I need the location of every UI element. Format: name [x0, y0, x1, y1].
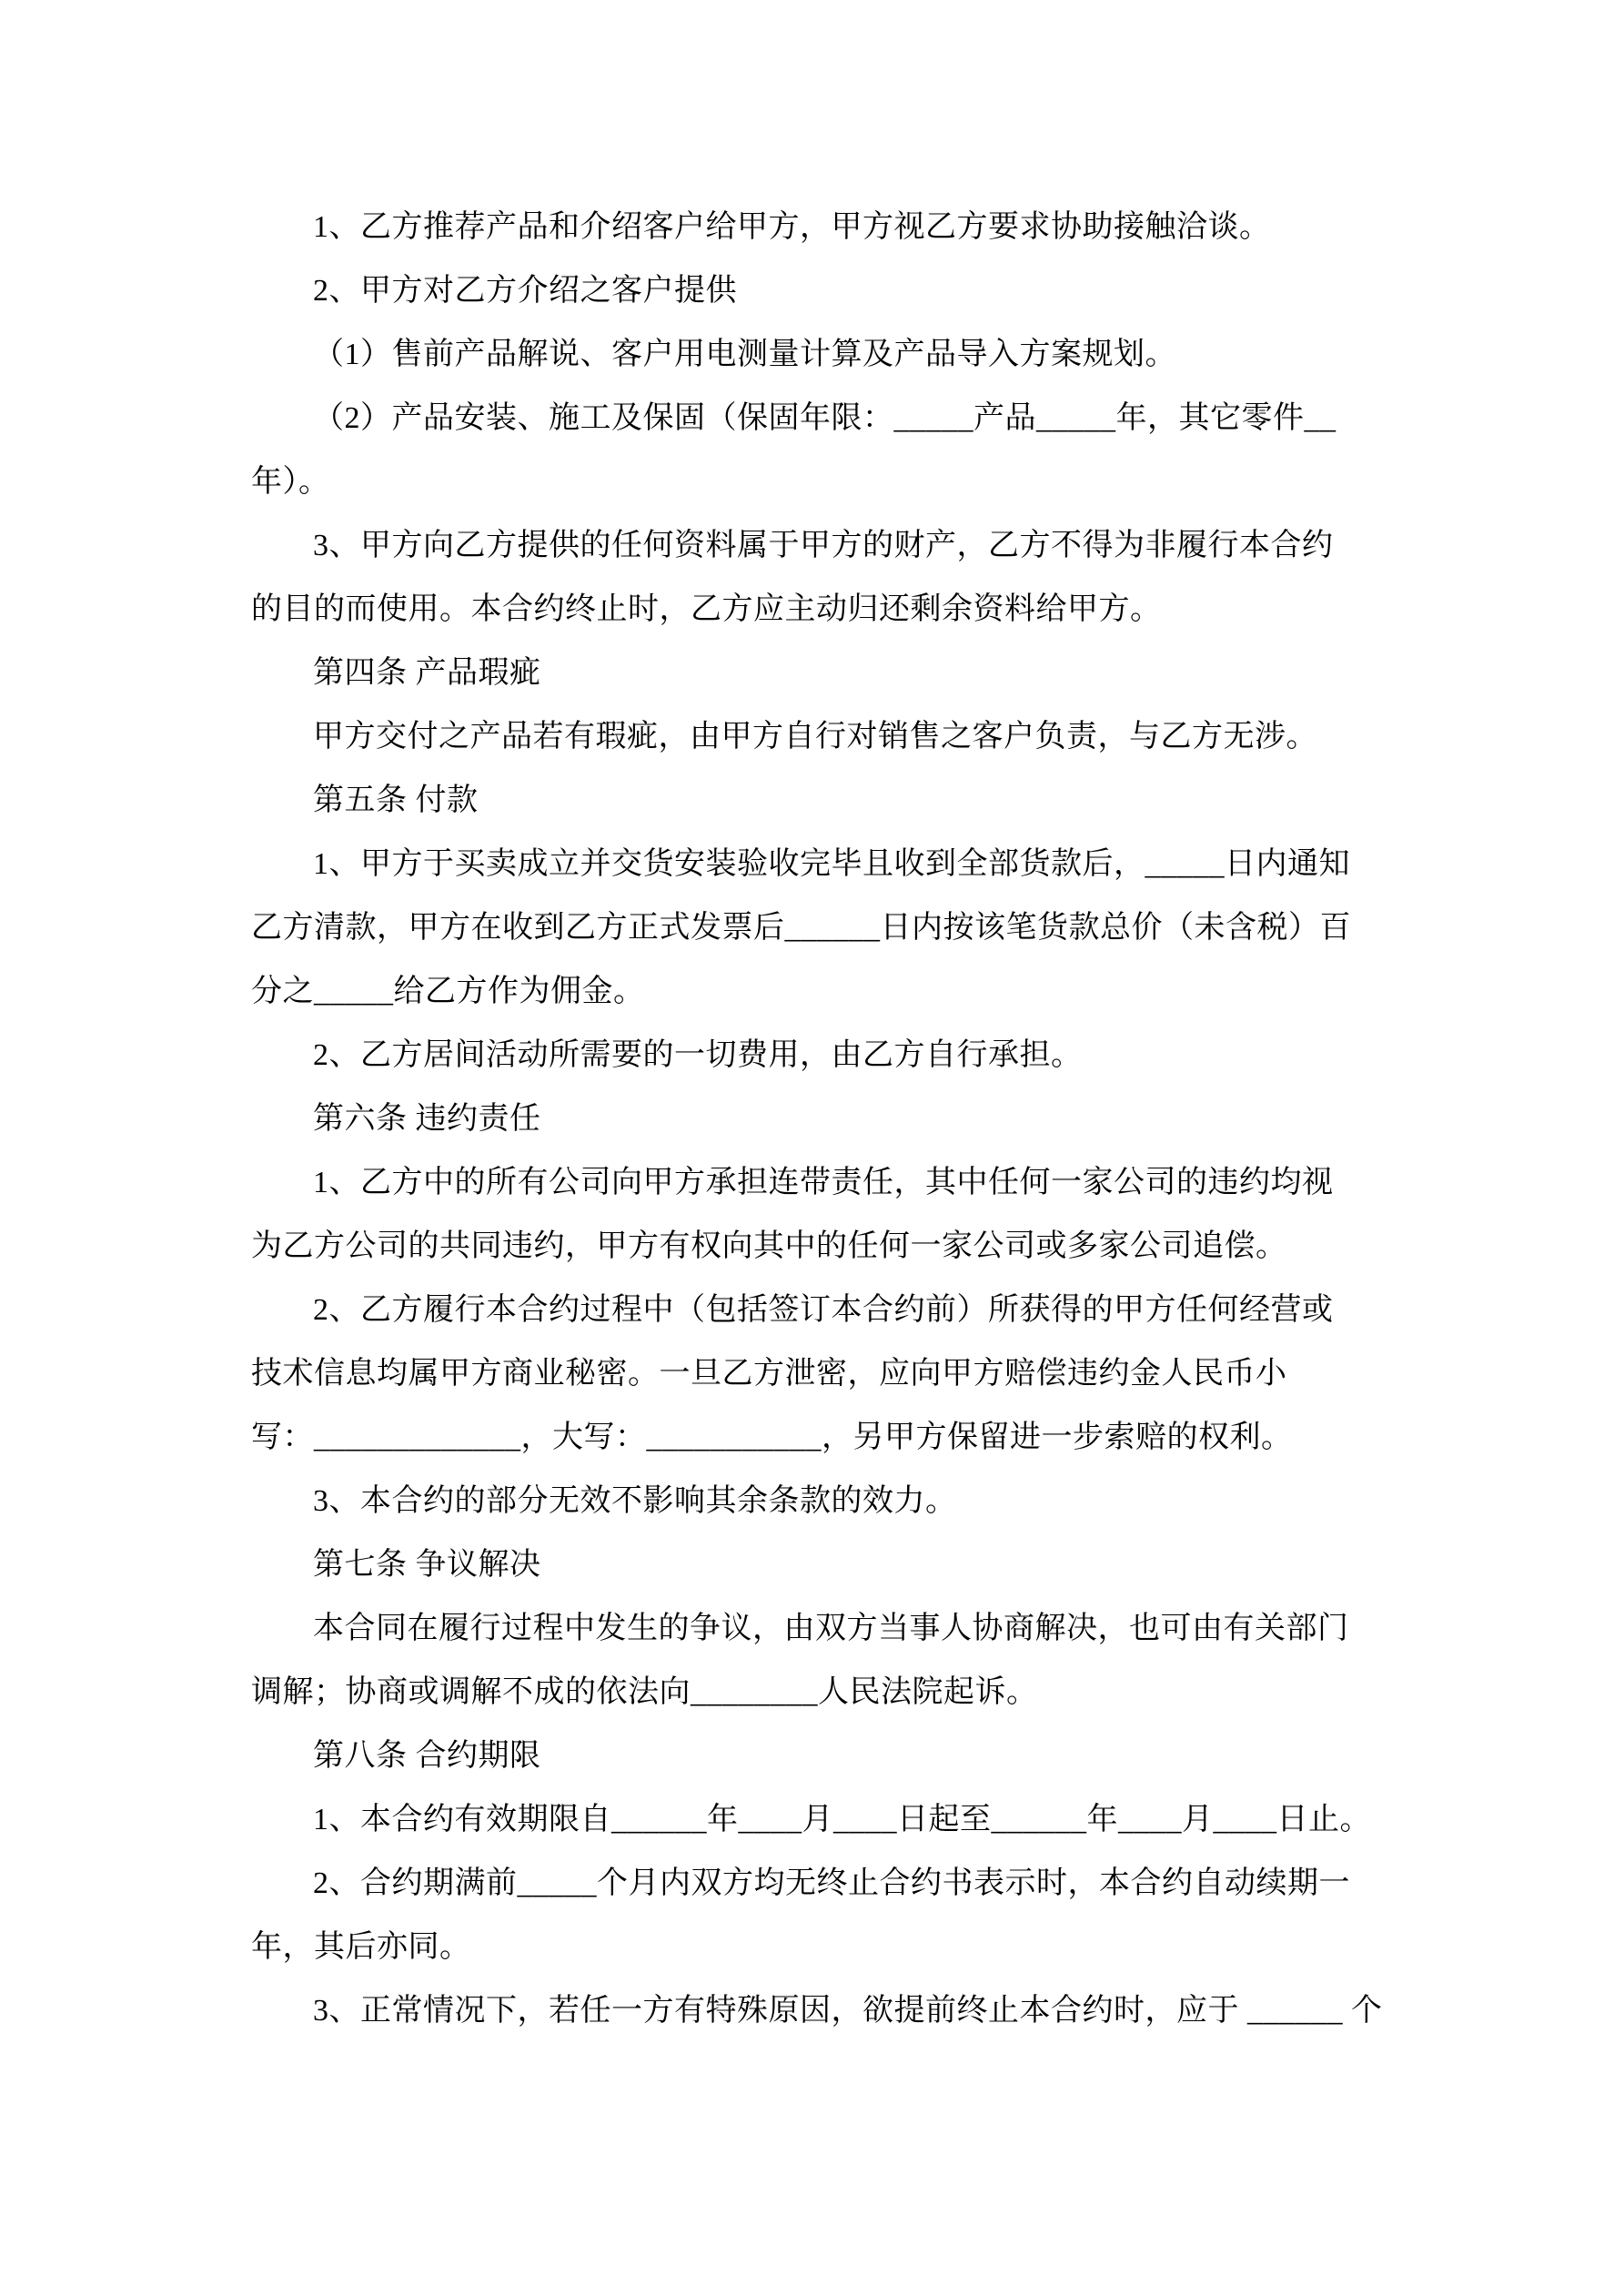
clause-line-wrap: 年）。 — [251, 465, 330, 499]
section-heading-line: 第五条 付款 — [313, 784, 479, 817]
clause-line-wrap: 的目的而使用。本合约终止时，乙方应主动归还剩余资料给甲方。 — [251, 592, 1162, 626]
clause-line: 1、本合约有效期限自______年____月____日起至______年____月____日止。 — [313, 1803, 1371, 1836]
clause-line-wrap: 乙方清款，甲方在收到乙方正式发票后______日内按该笔货款总价（未含税）百 — [251, 911, 1351, 945]
clause-line: 1、乙方推荐产品和介绍客户给甲方，甲方视乙方要求协助接触洽谈。 — [313, 210, 1271, 244]
clause-line: 1、甲方于买卖成立并交货安装验收完毕且收到全部货款后，_____日内通知 — [313, 847, 1350, 881]
section-heading-line: 第六条 违约责任 — [313, 1102, 541, 1136]
clause-line: 2、甲方对乙方介绍之客户提供 — [313, 274, 737, 308]
clause-line: 本合同在履行过程中发生的争议，由双方当事人协商解决，也可由有关部门 — [313, 1612, 1349, 1645]
clause-line: 2、乙方履行本合约过程中（包括签订本合约前）所获得的甲方任何经营或 — [313, 1293, 1334, 1327]
clause-line-wrap: 技术信息均属甲方商业秘密。一旦乙方泄密，应向甲方赔偿违约金人民币小 — [251, 1357, 1287, 1391]
clause-line-wrap: 调解；协商或调解不成的依法向________人民法院起诉。 — [251, 1675, 1038, 1709]
clause-line: 1、乙方中的所有公司向甲方承担连带责任，其中任何一家公司的违约均视 — [313, 1166, 1334, 1199]
clause-line-wrap: 写：_____________，大写：___________，另甲方保留进一步索赔的权利。 — [251, 1421, 1293, 1454]
clause-line: （1）售前产品解说、客户用电测量计算及产品导入方案规划。 — [313, 338, 1176, 371]
clause-line: 3、甲方向乙方提供的任何资料属于甲方的财产，乙方不得为非履行本合约 — [313, 529, 1334, 562]
section-heading-line: 第四条 产品瑕疵 — [313, 656, 541, 690]
section-heading-line: 第八条 合约期限 — [313, 1739, 541, 1773]
clause-line: 3、正常情况下，若任一方有特殊原因，欲提前终止本合约时，应于 ______ 个 — [313, 1994, 1383, 2028]
clause-line: （2）产品安装、施工及保固（保固年限：_____产品_____年，其它零件__ — [313, 401, 1337, 435]
clause-line: 2、合约期满前_____个月内双方均无终止合约书表示时，本合约自动续期一 — [313, 1866, 1350, 1900]
clause-line-wrap: 分之_____给乙方作为佣金。 — [251, 975, 645, 1008]
section-heading-line: 第七条 争议解决 — [313, 1548, 541, 1582]
clause-line: 2、乙方居间活动所需要的一切费用，由乙方自行承担。 — [313, 1038, 1083, 1072]
clause-line: 3、本合约的部分无效不影响其余条款的效力。 — [313, 1484, 957, 1518]
clause-line-wrap: 年，其后亦同。 — [251, 1930, 471, 1964]
clause-line: 甲方交付之产品若有瑕疵，由甲方自行对销售之客户负责，与乙方无涉。 — [313, 720, 1317, 754]
clause-line-wrap: 为乙方公司的共同违约，甲方有权向其中的任何一家公司或多家公司追偿。 — [251, 1229, 1287, 1263]
contract-body — [251, 196, 1434, 2043]
